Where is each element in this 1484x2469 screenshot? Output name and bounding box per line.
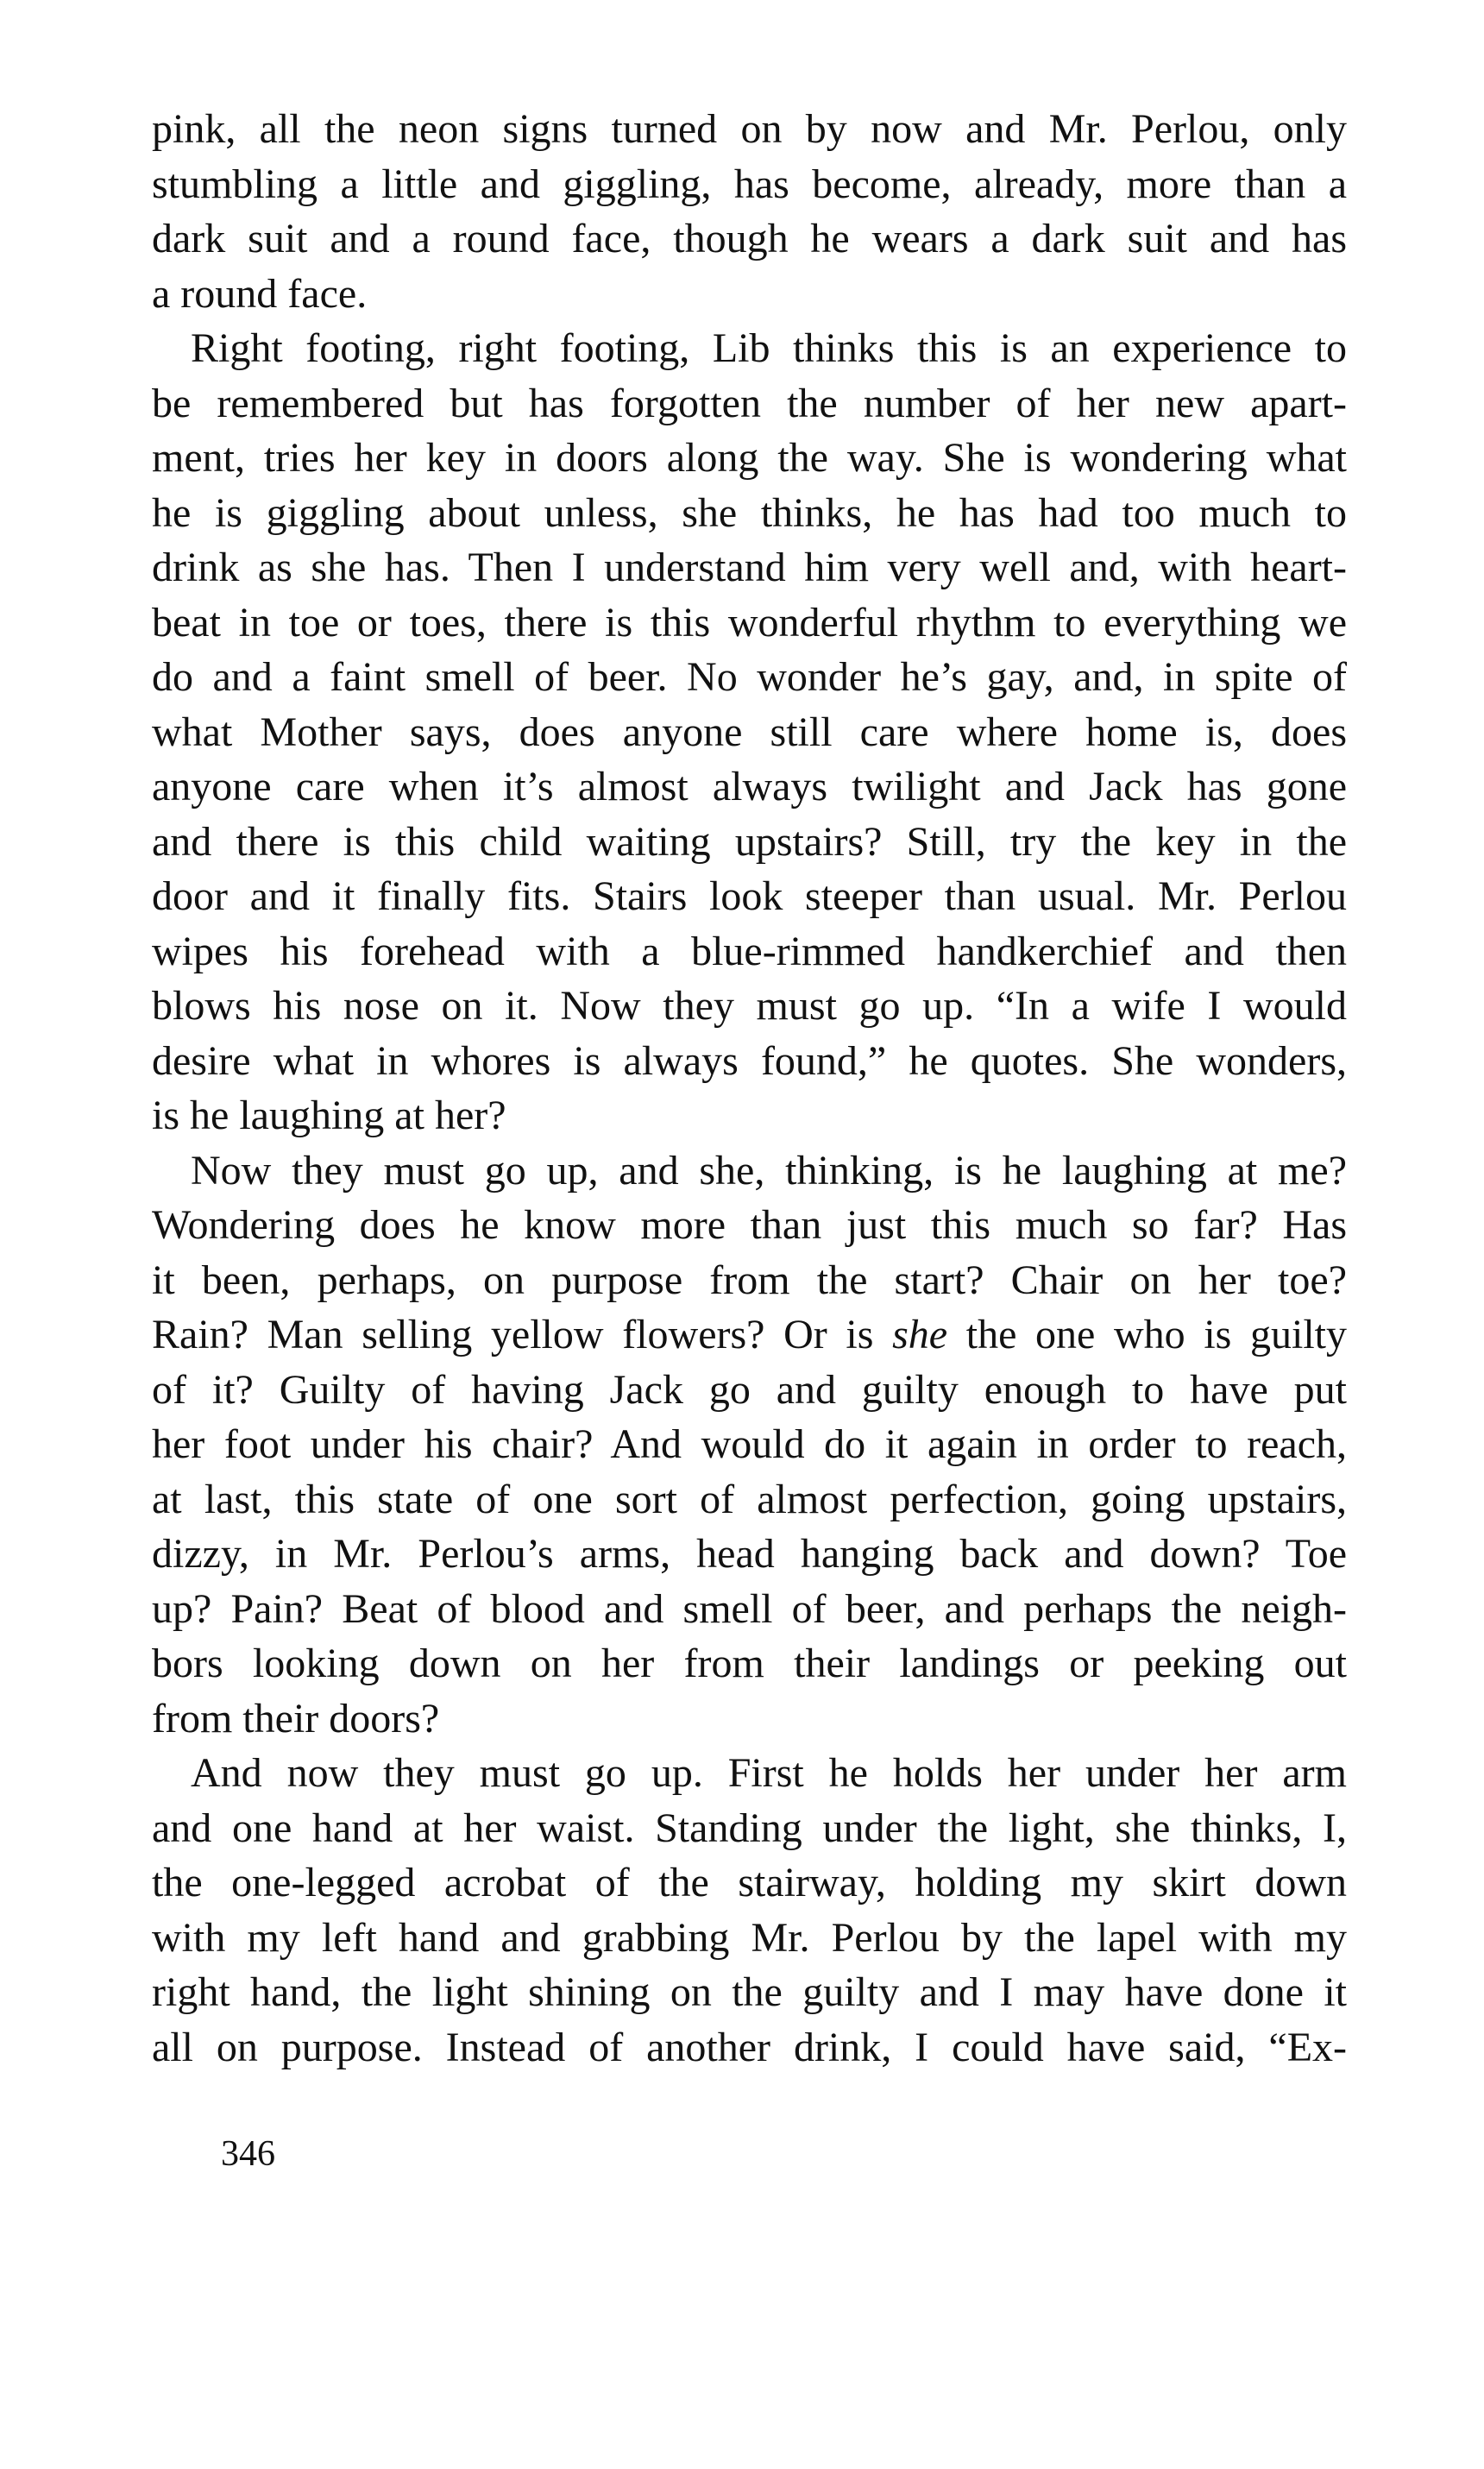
text-segment: Rain? Man selling yellow flowers? Or is (152, 1312, 874, 1357)
text-line: dizzy, in Mr. Perlou’s arms, head hanging back and down? Toe (152, 1531, 1347, 1577)
body-text (152, 102, 1347, 2075)
text-line: he is giggling about unless, she thinks, he has had too much to (152, 489, 1347, 536)
text-line: her foot under his chair? And would do it again in order to reach, (152, 1421, 1347, 1467)
text-line: right hand, the light shining on the guilty and I may have done it (152, 1969, 1347, 2015)
text-line: pink, all the neon signs turned on by now and Mr. Perlou, only (152, 106, 1347, 152)
text-line: drink as she has. Then I understand him very well and, with heart- (152, 545, 1347, 590)
text-line: a round face. (152, 270, 368, 317)
text-line: Now they must go up, and she, thinking, is he laughing at me? (191, 1147, 1347, 1194)
text-line: the one-legged acrobat of the stairway, holding my skirt down (152, 1860, 1347, 1905)
text-line: all on purpose. Instead of another drink, I could have said, “Ex- (152, 2024, 1347, 2070)
text-line: dark suit and a round face, though he wears a dark suit and has (152, 216, 1347, 261)
text-line: desire what in whores is always found,” he quotes. She wonders, (152, 1037, 1347, 1084)
text-line: and one hand at her waist. Standing under the light, she thinks, I, (152, 1805, 1347, 1851)
text-line: door and it finally fits. Stairs look steeper than usual. Mr. Perlou (152, 873, 1347, 919)
paragraph-2 (152, 321, 1347, 1143)
page-number: 346 (221, 2134, 275, 2174)
text-line: it been, perhaps, on purpose from the start? Chair on her toe? (152, 1257, 1347, 1303)
text-line: And now they must go up. First he holds her under her arm (191, 1750, 1347, 1796)
text-line: be remembered but has forgotten the number of her new apart- (152, 380, 1347, 426)
text-line: blows his nose on it. Now they must go up. “In a wife I would (152, 983, 1347, 1029)
paragraph-1 (152, 102, 1347, 321)
text-line: what Mother says, does anyone still care where home is, does (152, 709, 1347, 755)
text-line: beat in toe or toes, there is this wonderful rhythm to everything we (152, 599, 1347, 646)
text-line: do and a faint smell of beer. No wonder he’s gay, and, in spite of (152, 654, 1347, 700)
text-line: Right footing, right footing, Lib thinks this is an experience to (191, 325, 1347, 371)
text-line: Wondering does he know more than just this much so far? Has (152, 1202, 1347, 1248)
text-line: with my left hand and grabbing Mr. Perlou by the lapel with my (152, 1914, 1347, 1961)
text-line: ment, tries her key in doors along the way. She is wondering what (152, 435, 1347, 481)
text-line: stumbling a little and giggling, has become, already, more than a (152, 161, 1347, 207)
italic-word: she (892, 1312, 948, 1357)
text-line: of it? Guilty of having Jack go and guilty enough to have put (152, 1366, 1347, 1413)
text-line-with-italic (152, 1307, 1347, 1363)
text-line: at last, this state of one sort of almost perfection, going upstairs, (152, 1476, 1347, 1522)
text-line: and there is this child waiting upstairs? Still, try the key in the (152, 818, 1347, 865)
paragraph-3 (152, 1143, 1347, 1747)
text-line: wipes his forehead with a blue-rimmed handkerchief and then (152, 928, 1347, 974)
text-segment: the one who is guilty (965, 1312, 1347, 1357)
text-line: anyone care when it’s almost always twilight and Jack has gone (152, 764, 1347, 809)
text-line: bors looking down on her from their landings or peeking out (152, 1641, 1347, 1686)
text-line: is he laughing at her? (152, 1093, 506, 1138)
text-line: up? Pain? Beat of blood and smell of beer, and perhaps the neigh- (152, 1585, 1347, 1632)
text-line: from their doors? (152, 1695, 440, 1742)
paragraph-4 (152, 1746, 1347, 2075)
